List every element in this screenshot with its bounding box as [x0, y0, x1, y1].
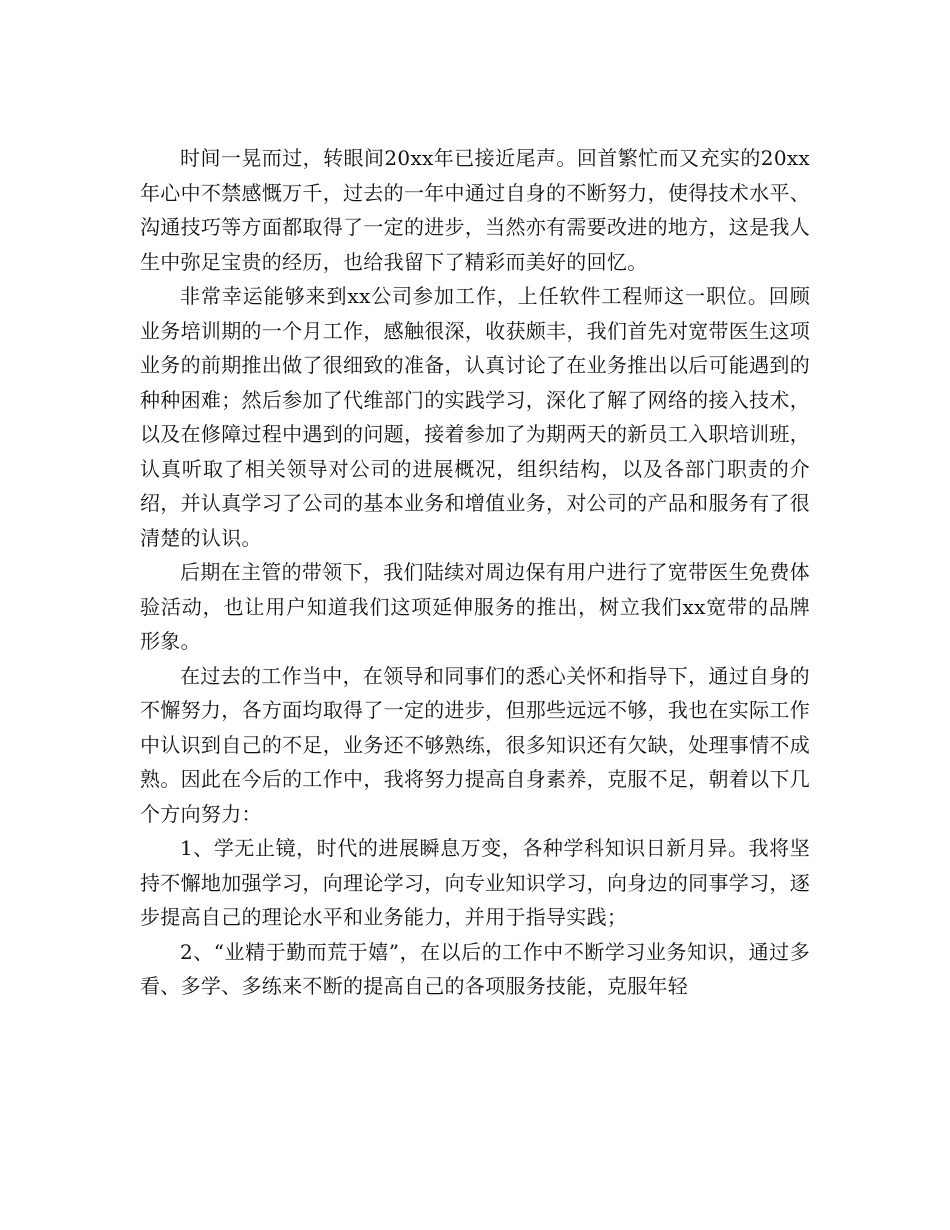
- document-body: [140, 141, 810, 1004]
- paragraph-training: 非常幸运能够来到xx公司参加工作，上任软件工程师这一职位。回顾业务培训期的一个月工作，感触很深，收获颇丰，我们首先对宽带医生这项业务的前期推出做了很细致的准备，认真讨论了在业务推出以后可能遇到的种种困难；然后参加了代维部门的实践学习，深化了解了网络的接入技术，以及在修障过程中遇到的问题，接着参加了为期两天的新员工入职培训班，认真听取了相关领导对公司的进展概况，组织结构，以及各部门职责的介绍，并认真学习了公司的基本业务和增值业务，对公司的产品和服务有了很清楚的认识。: [140, 284, 810, 550]
- paragraph-goal-2: 2、“业精于勤而荒于嬉”，在以后的工作中不断学习业务知识，通过多看、多学、多练来不断的提高自己的各项服务技能，克服年轻: [140, 939, 810, 998]
- paragraph-intro: 时间一晃而过，转眼间20xx年已接近尾声。回首繁忙而又充实的20xx年心中不禁感慨万千，过去的一年中通过自身的不断努力，使得技术水平、沟通技巧等方面都取得了一定的进步，当然亦有需要改进的地方，这是我人生中弥足宝贵的经历，也给我留下了精彩而美好的回忆。: [140, 146, 810, 274]
- paragraph-goal-1: 1、学无止镜，时代的进展瞬息万变，各种学科知识日新月异。我将坚持不懈地加强学习，向理论学习，向专业知识学习，向身边的同事学习，逐步提高自己的理论水平和业务能力，并用于指导实践；: [140, 836, 810, 929]
- paragraph-activity: 后期在主管的带领下，我们陆续对周边保有用户进行了宽带医生免费体验活动，也让用户知道我们这项延伸服务的推出，树立我们xx宽带的品牌形象。: [140, 560, 810, 653]
- paragraph-reflection: 在过去的工作当中，在领导和同事们的悉心关怀和指导下，通过自身的不懈努力，各方面均取得了一定的进步，但那些远远不够，我也在实际工作中认识到自己的不足，业务还不够熟练，很多知识还有欠缺，处理事情不成熟。因此在今后的工作中，我将努力提高自身素养，克服不足，朝着以下几个方向努力：: [140, 663, 810, 826]
